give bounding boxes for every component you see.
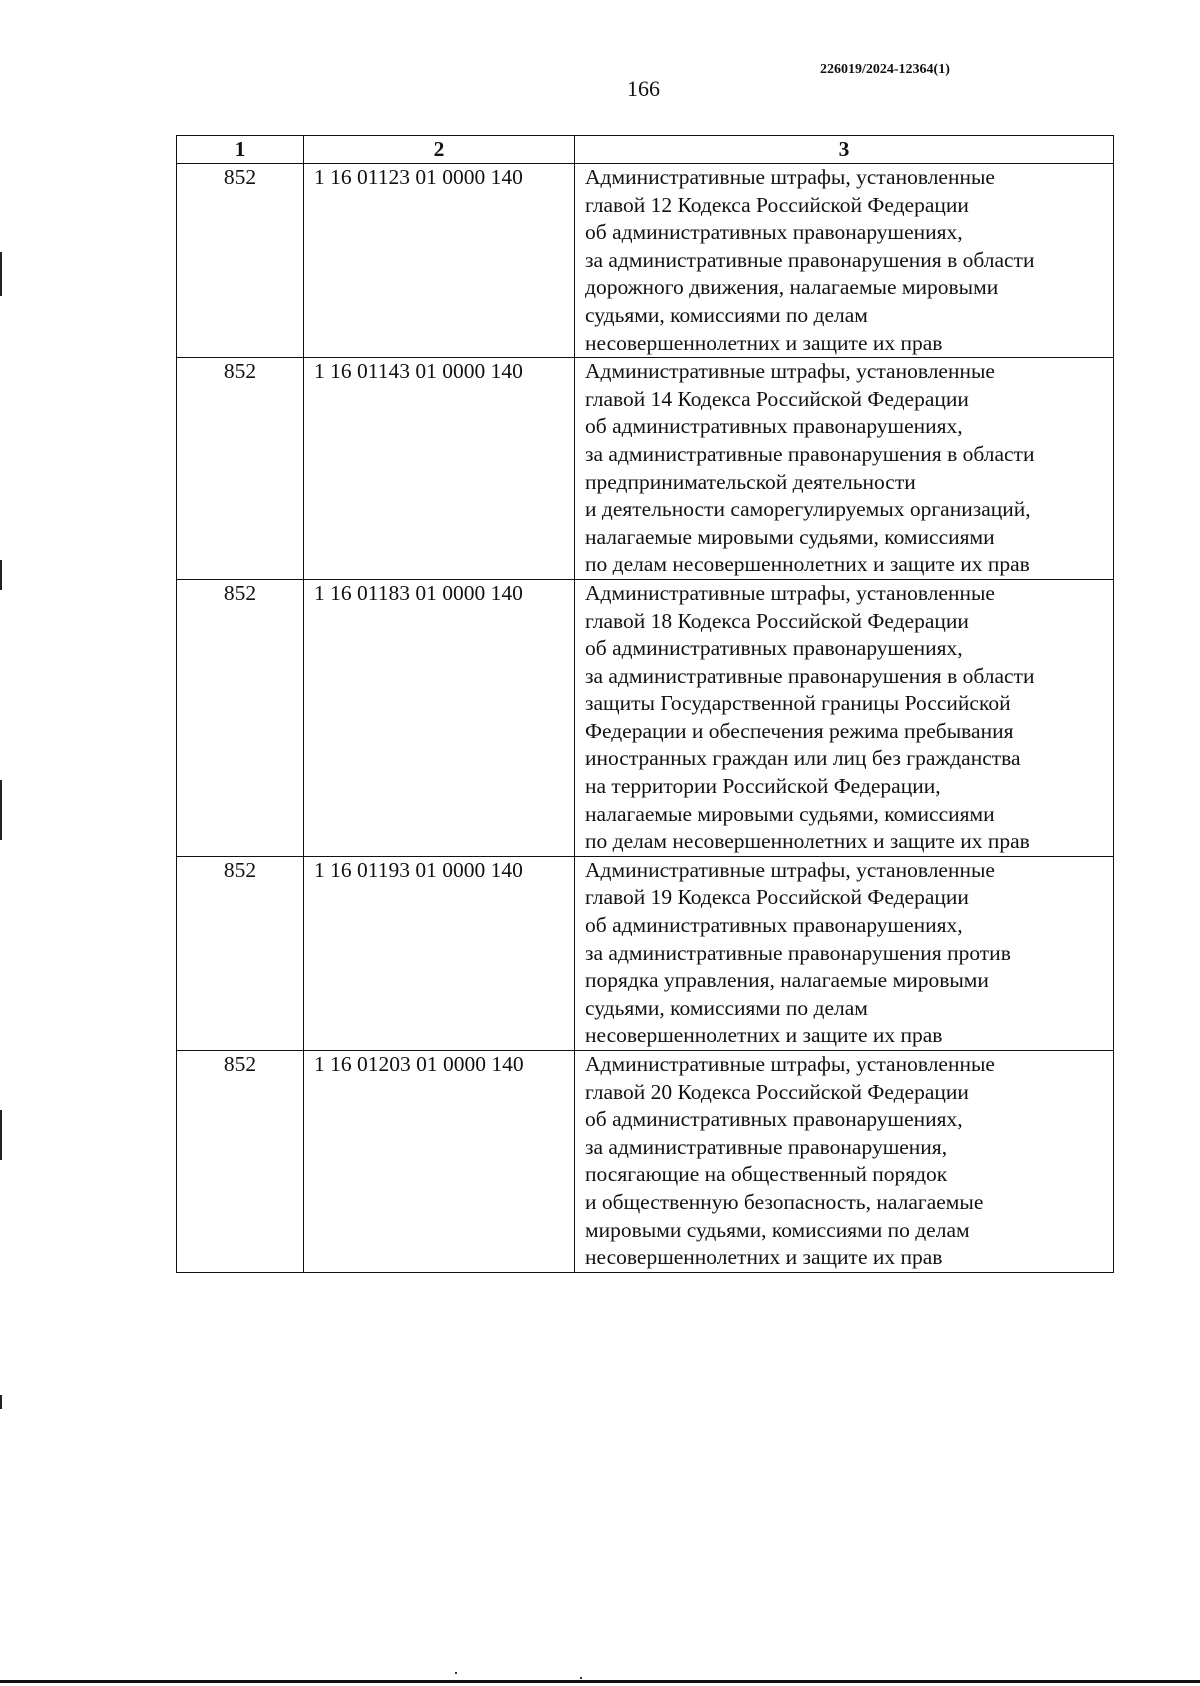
description-line: об административных правонарушениях, bbox=[585, 913, 963, 938]
scan-margin-mark bbox=[0, 780, 2, 840]
description-line: защиты Государственной границы Российской bbox=[585, 691, 1011, 716]
scan-margin-mark bbox=[0, 1110, 2, 1160]
description-line: об административных правонарушениях, bbox=[585, 636, 963, 661]
admin-code-cell: 852 bbox=[177, 579, 304, 856]
table-row bbox=[177, 1051, 1114, 1273]
column-header-3: 3 bbox=[575, 136, 1114, 164]
description-line: судьями, комиссиями по делам bbox=[585, 995, 868, 1020]
description-line: Административные штрафы, установленные bbox=[585, 857, 995, 882]
revenue-code-cell: 1 16 01123 01 0000 140 bbox=[304, 164, 575, 358]
description-line: за административные правонарушения, bbox=[585, 1134, 948, 1159]
description-line: об административных правонарушениях, bbox=[585, 1107, 963, 1132]
description-line: дорожного движения, налагаемые мировыми bbox=[585, 275, 999, 300]
description-line: об административных правонарушениях, bbox=[585, 414, 963, 439]
description-line: мировыми судьями, комиссиями по делам bbox=[585, 1217, 970, 1242]
description-line: несовершеннолетних и защите их прав bbox=[585, 1023, 943, 1048]
revenue-code-cell: 1 16 01193 01 0000 140 bbox=[304, 856, 575, 1050]
description-line: об административных правонарушениях, bbox=[585, 220, 963, 245]
description-line: по делам несовершеннолетних и защите их прав bbox=[585, 552, 1030, 577]
description-line: иностранных граждан или лиц без гражданства bbox=[585, 746, 1021, 771]
document-registration-number: 226019/2024-12364(1) bbox=[820, 62, 950, 77]
admin-code-cell: 852 bbox=[177, 358, 304, 580]
description-cell bbox=[575, 1051, 1114, 1273]
admin-code-cell: 852 bbox=[177, 856, 304, 1050]
admin-code-cell: 852 bbox=[177, 1051, 304, 1273]
description-line: Федерации и обеспечения режима пребывания bbox=[585, 718, 1014, 743]
revenue-code-cell: 1 16 01143 01 0000 140 bbox=[304, 358, 575, 580]
description-line: по делам несовершеннолетних и защите их прав bbox=[585, 829, 1030, 854]
scan-bottom-edge bbox=[0, 1680, 1200, 1683]
description-line: главой 14 Кодекса Российской Федерации bbox=[585, 386, 969, 411]
description-line: посягающие на общественный порядок bbox=[585, 1162, 948, 1187]
table-body bbox=[177, 164, 1114, 1273]
scan-margin-mark bbox=[0, 252, 2, 296]
scan-margin-mark bbox=[0, 1395, 2, 1409]
description-line: Административные штрафы, установленные bbox=[585, 359, 995, 384]
admin-code-cell: 852 bbox=[177, 164, 304, 358]
description-line: и деятельности саморегулируемых организаций, bbox=[585, 497, 1031, 522]
description-line: главой 20 Кодекса Российской Федерации bbox=[585, 1079, 969, 1104]
description-line: на территории Российской Федерации, bbox=[585, 774, 941, 799]
description-cell bbox=[575, 579, 1114, 856]
description-line: Административные штрафы, установленные bbox=[585, 165, 995, 189]
description-line: за административные правонарушения против bbox=[585, 940, 1011, 965]
column-header-2: 2 bbox=[304, 136, 575, 164]
scan-speck bbox=[455, 1672, 457, 1674]
description-line: за административные правонарушения в области bbox=[585, 441, 1035, 466]
scan-margin-mark bbox=[0, 560, 2, 590]
description-cell bbox=[575, 164, 1114, 358]
description-line: Административные штрафы, установленные bbox=[585, 1052, 995, 1076]
description-line: главой 12 Кодекса Российской Федерации bbox=[585, 192, 969, 217]
table-row bbox=[177, 164, 1114, 358]
table-row bbox=[177, 579, 1114, 856]
revenue-code-cell: 1 16 01203 01 0000 140 bbox=[304, 1051, 575, 1273]
description-cell bbox=[575, 856, 1114, 1050]
page-number: 166 bbox=[627, 76, 660, 101]
description-line: и общественную безопасность, налагаемые bbox=[585, 1189, 984, 1214]
table-header-row bbox=[177, 136, 1114, 164]
description-cell bbox=[575, 358, 1114, 580]
revenue-code-cell: 1 16 01183 01 0000 140 bbox=[304, 579, 575, 856]
description-line: налагаемые мировыми судьями, комиссиями bbox=[585, 801, 995, 826]
column-header-1: 1 bbox=[177, 136, 304, 164]
description-line: налагаемые мировыми судьями, комиссиями bbox=[585, 524, 995, 549]
description-line: несовершеннолетних и защите их прав bbox=[585, 1245, 943, 1270]
table-row bbox=[177, 358, 1114, 580]
scan-speck bbox=[580, 1677, 582, 1679]
description-line: Административные штрафы, установленные bbox=[585, 580, 995, 605]
table-row bbox=[177, 856, 1114, 1050]
description-line: главой 18 Кодекса Российской Федерации bbox=[585, 608, 969, 633]
description-line: судьями, комиссиями по делам bbox=[585, 302, 868, 327]
description-line: за административные правонарушения в области bbox=[585, 247, 1035, 272]
description-line: главой 19 Кодекса Российской Федерации bbox=[585, 885, 969, 910]
description-line: порядка управления, налагаемые мировыми bbox=[585, 968, 989, 993]
budget-classification-table bbox=[176, 135, 1114, 1273]
description-line: за административные правонарушения в области bbox=[585, 663, 1035, 688]
description-line: несовершеннолетних и защите их прав bbox=[585, 330, 943, 355]
description-line: предпринимательской деятельности bbox=[585, 469, 916, 494]
